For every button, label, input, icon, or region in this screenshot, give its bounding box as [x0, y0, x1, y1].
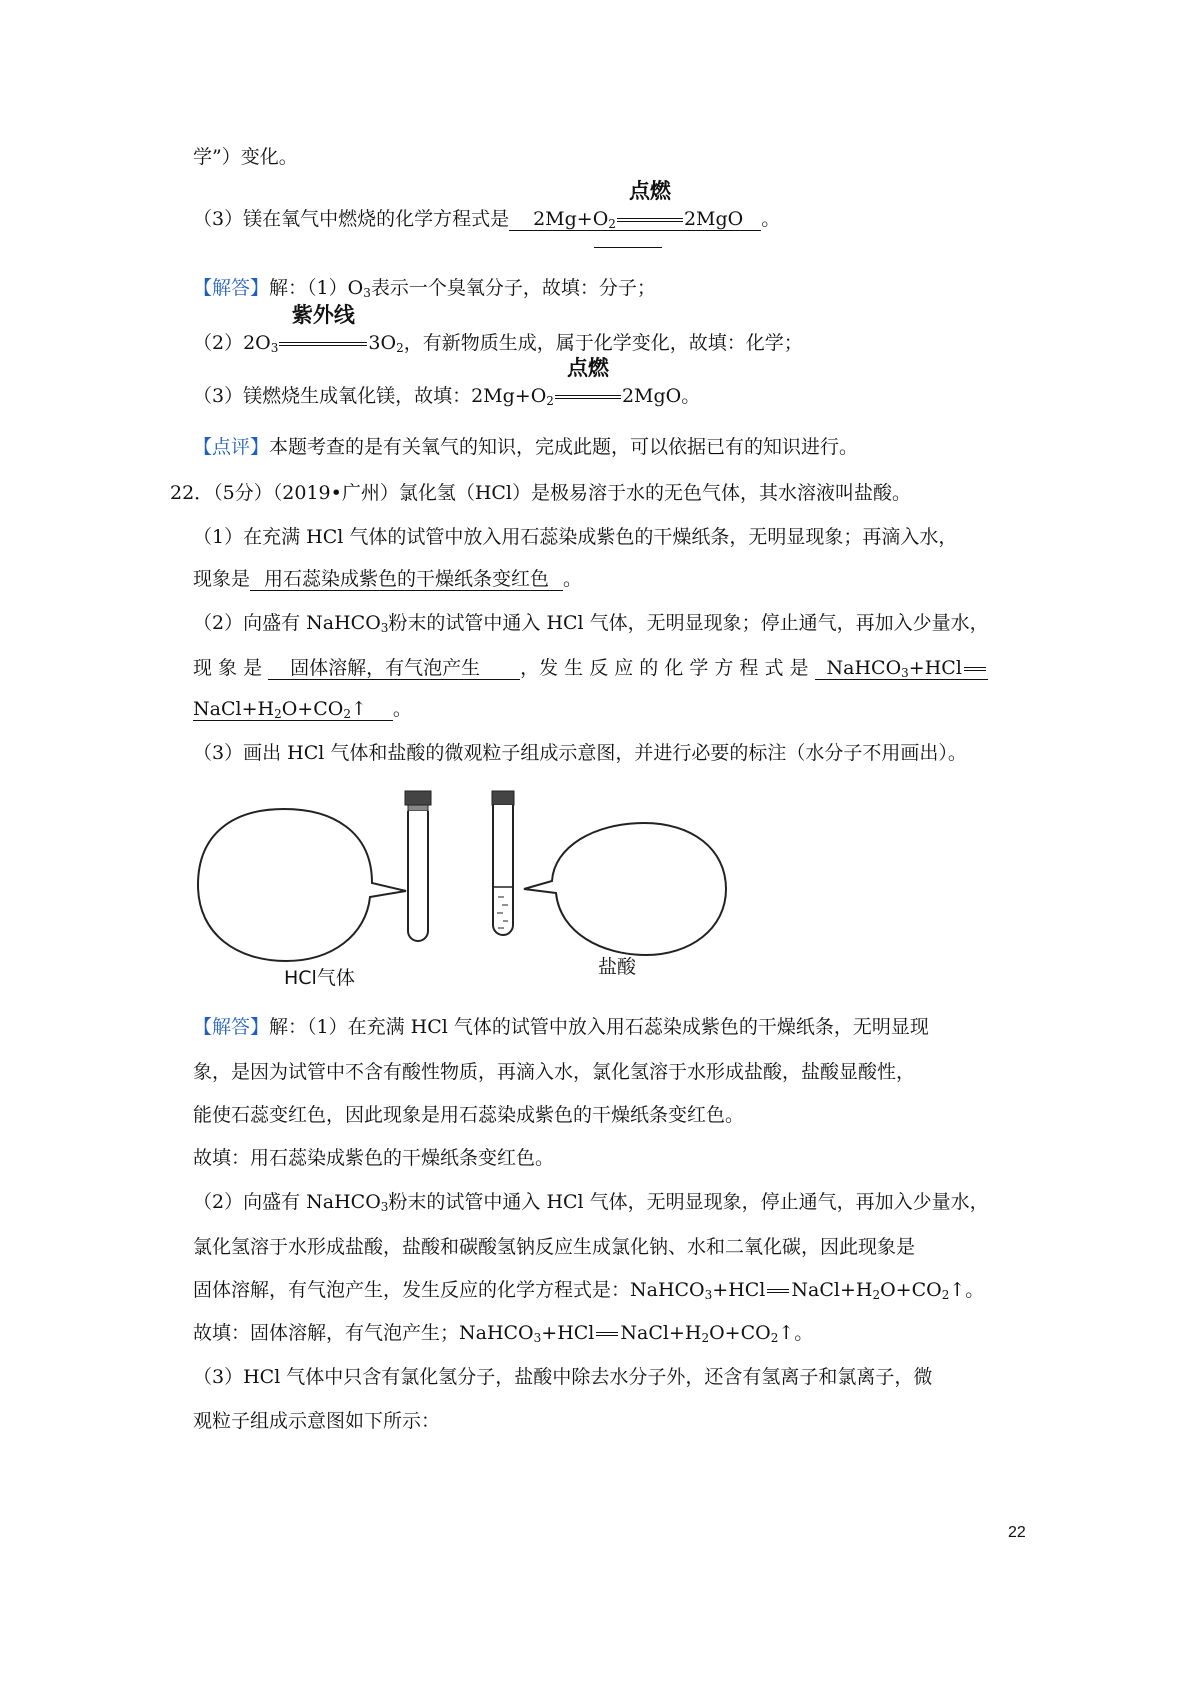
equation-part: NaHCO [826, 657, 902, 679]
equals-bar [279, 342, 367, 346]
q22-part1-line1: （1）在充满 HCl 气体的试管中放入用石蕊染成紫色的干燥纸条，无明显现象；再滴入水， [193, 526, 958, 548]
solution-line-3: 能使石蕊变红色，因此现象是用石蕊染成紫色的干燥纸条变红色。 [193, 1104, 745, 1126]
answer-blank [815, 657, 988, 680]
answer-tag: 【解答】 [193, 1016, 270, 1038]
reaction-condition [279, 303, 367, 355]
subscript: 2 [770, 1331, 779, 1345]
subscript: 2 [872, 1288, 881, 1302]
equation-part: NaCl+H [193, 698, 275, 720]
subscript: 3 [901, 666, 909, 680]
subscript: 3 [704, 1288, 713, 1302]
equation-part: 2Mg+O [533, 208, 609, 230]
condition-label: 点燃 [566, 356, 609, 380]
text: （2）2O [193, 332, 271, 354]
text: （3）镁在氧气中燃烧的化学方程式是 [193, 208, 510, 230]
solution-line-1 [193, 1015, 929, 1039]
subscript: 3 [270, 341, 279, 355]
condition-label: 点燃 [628, 179, 671, 203]
right-test-tube [492, 791, 514, 935]
subscript: 3 [533, 1331, 542, 1345]
text: +HCl [541, 1322, 595, 1344]
equation-part: 2MgO [683, 208, 744, 230]
condition-label: 紫外线 [291, 303, 355, 327]
left-speech-bubble [198, 809, 406, 961]
answer-line-3 [193, 356, 701, 408]
q22-part2-line1 [193, 611, 989, 635]
text: O+CO [880, 1279, 942, 1301]
text: 解：（1）O [269, 277, 364, 299]
solution-line-5 [193, 1190, 989, 1214]
text: ↑。 [949, 1279, 985, 1301]
text: 表示一个臭氧分子，故填：分子； [370, 277, 656, 299]
underline-extension [594, 247, 662, 248]
text: +HCl [712, 1279, 766, 1301]
reaction-condition [617, 179, 683, 230]
text: 现象是 [193, 568, 251, 590]
answer-line-2 [193, 303, 803, 355]
equals-sign [596, 1332, 618, 1336]
q22-part1-line2 [193, 567, 582, 591]
q22-part2-line3 [193, 697, 412, 721]
subscript: 2 [396, 341, 404, 355]
equals-bar [555, 395, 621, 399]
text: ，有新物质生成，属于化学变化，故填：化学； [403, 332, 803, 354]
equals-sign [767, 1289, 789, 1293]
subscript: 2 [274, 707, 282, 721]
subscript: 2 [608, 217, 616, 231]
solution-line-2: 象，是因为试管中不含有酸性物质，再滴入水，氯化氢溶于水形成盐酸，盐酸显酸性， [193, 1061, 916, 1083]
page-number: 22 [1008, 1524, 1026, 1541]
text: 粉末的试管中通入 HCl 气体，无明显现象；停止通气，再加入少量水， [388, 612, 989, 634]
text: （2）向盛有 NaHCO [193, 1191, 381, 1213]
subscript: 2 [343, 707, 351, 721]
subscript: 2 [546, 394, 554, 408]
text: 。 [761, 208, 781, 230]
question-line-3 [193, 179, 781, 231]
answer-tag: 【解答】 [193, 277, 270, 299]
subscript: 2 [941, 1288, 950, 1302]
equation-part: O+CO [281, 698, 344, 720]
text: 本题考查的是有关氧气的知识，完成此题，可以依据已有的知识进行。 [269, 436, 859, 458]
comment-line [193, 435, 858, 459]
q22-part2-line2 [193, 656, 988, 680]
figure-label-hydrochloric-acid: 盐酸 [598, 956, 637, 978]
answer-blank: 用石蕊染成紫色的干燥纸条变红色 [250, 568, 563, 591]
line-continuation: 学”）变化。 [193, 146, 298, 168]
text: （3）镁燃烧生成氧化镁，故填：2Mg+O [193, 385, 547, 407]
text: ，发 生 反 应 的 化 学 方 程 式 是 [520, 657, 809, 679]
answer-line-1 [193, 276, 656, 300]
text: （2）向盛有 NaHCO [193, 612, 381, 634]
text: 3O [368, 332, 397, 354]
text: ↑。 [778, 1322, 814, 1344]
test-tube-figure [190, 785, 750, 985]
q22-part3-line: （3）画出 HCl 气体和盐酸的微观粒子组成示意图，并进行必要的标注（水分子不用画出）。 [193, 742, 967, 764]
solution-line-10: 观粒子组成示意图如下所示： [193, 1410, 441, 1432]
subscript: 3 [380, 1200, 389, 1214]
text: NaCl+H [791, 1279, 873, 1301]
solution-line-4: 故填：用石蕊染成紫色的干燥纸条变红色。 [193, 1147, 555, 1169]
text: 。 [392, 698, 412, 720]
text: NaCl+H [620, 1322, 702, 1344]
solution-line-9: （3）HCl 气体中只含有氯化氢分子，盐酸中除去水分子外，还含有氢离子和氯离子，微 [193, 1366, 933, 1388]
solution-line-6: 氯化氢溶于水形成盐酸，盐酸和碳酸氢钠反应生成氯化钠、水和二氧化碳，因此现象是 [193, 1236, 916, 1258]
reaction-condition [555, 356, 621, 408]
text: 现 象 是 [193, 657, 263, 679]
answer-blank [193, 698, 393, 721]
solution-line-8 [193, 1321, 813, 1345]
text: 2MgO。 [621, 385, 701, 407]
equation-part: +HCl [908, 657, 962, 679]
subscript: 3 [380, 621, 389, 635]
solution-line-7 [193, 1278, 984, 1302]
question-22-title: 22．（5分）（2019•广州）氯化氢（HCl）是极易溶于水的无色气体，其水溶液叫盐酸。 [170, 482, 912, 504]
figure-label-hcl-gas: HCl气体 [284, 967, 355, 989]
right-speech-bubble [524, 823, 726, 955]
left-test-tube [405, 791, 431, 941]
equation-part: ↑ [350, 698, 367, 720]
subscript: 2 [701, 1331, 710, 1345]
text: 粉末的试管中通入 HCl 气体，无明显现象，停止通气，再加入少量水， [388, 1191, 989, 1213]
equals-bar [617, 218, 683, 222]
comment-tag: 【点评】 [193, 436, 270, 458]
equals-sign [964, 667, 986, 671]
answer-blank: 固体溶解，有气泡产生 [268, 657, 520, 680]
text: 故填：固体溶解，有气泡产生；NaHCO [193, 1322, 534, 1344]
text: 解：（1）在充满 HCl 气体的试管中放入用石蕊染成紫色的干燥纸条，无明显现 [269, 1016, 929, 1038]
text: 固体溶解，有气泡产生，发生反应的化学方程式是：NaHCO [193, 1279, 705, 1301]
subscript: 3 [363, 286, 371, 300]
text: O+CO [709, 1322, 771, 1344]
answer-blank [509, 179, 761, 231]
text: 。 [563, 568, 583, 590]
